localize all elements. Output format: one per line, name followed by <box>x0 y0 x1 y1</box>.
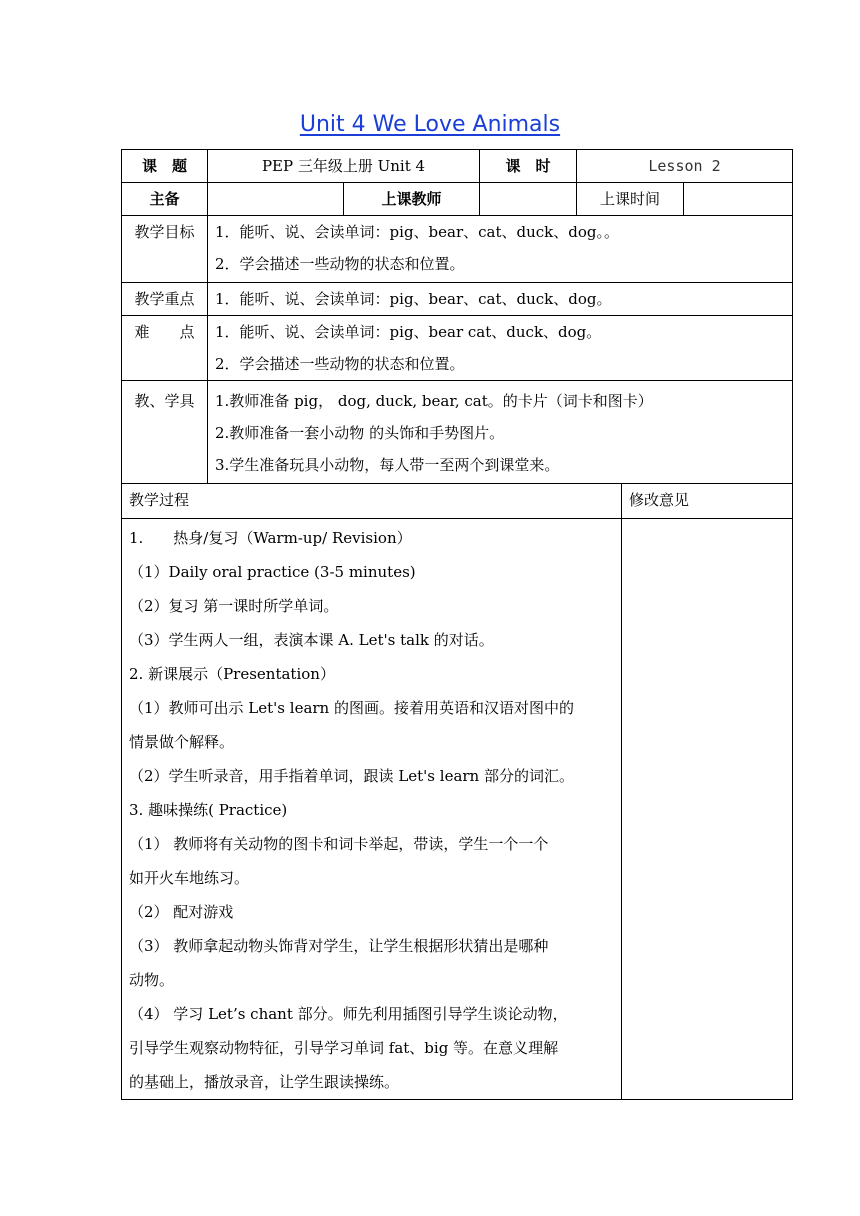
process-line: （1）教师可出示 Let's learn 的图画。接着用英语和汉语对图中的 <box>129 699 574 717</box>
lead-value[interactable] <box>208 183 344 216</box>
row-goals <box>122 216 793 283</box>
difficulty-line: 1．能听、说、会读单词：pig、bear cat、duck、dog。 <box>215 323 602 341</box>
goals-label: 教学目标 <box>122 216 208 283</box>
row-process <box>122 519 793 1100</box>
comments-label: 修改意见 <box>622 484 793 519</box>
lead-label: 主备 <box>122 183 208 216</box>
process-line: （2）学生听录音，用手指着单词，跟读 Let's learn 部分的词汇。 <box>129 767 574 785</box>
focus-label: 教学重点 <box>122 283 208 316</box>
period-value: Lesson 2 <box>577 150 793 183</box>
process-line: 如开火车地练习。 <box>129 869 250 887</box>
process-line: 的基础上，播放录音，让学生跟读操练。 <box>129 1073 400 1091</box>
process-line: 3. 趣味操练( Practice) <box>129 801 288 819</box>
difficulty-line: 2．学会描述一些动物的状态和位置。 <box>215 355 465 373</box>
comments-content[interactable] <box>622 519 793 1100</box>
goals-line: 1．能听、说、会读单词：pig、bear、cat、duck、dog。。 <box>215 223 619 241</box>
teacher-value[interactable] <box>480 183 577 216</box>
row-process-header <box>122 484 793 519</box>
process-line: 引导学生观察动物特征，引导学习单词 fat、big 等。在意义理解 <box>129 1039 559 1057</box>
goals-content <box>208 216 793 283</box>
time-value[interactable] <box>684 183 793 216</box>
difficulty-label: 难 点 <box>122 316 208 381</box>
process-line: 情景做个解释。 <box>129 733 235 751</box>
process-line: （1）Daily oral practice (3-5 minutes) <box>129 563 416 581</box>
row-focus <box>122 283 793 316</box>
topic-label: 课 题 <box>122 150 208 183</box>
process-label: 教学过程 <box>122 484 622 519</box>
teacher-label: 上课教师 <box>344 183 480 216</box>
goals-line: 2．学会描述一些动物的状态和位置。 <box>215 255 465 273</box>
process-line: （1） 教师将有关动物的图卡和词卡举起，带读，学生一个一个 <box>129 835 549 853</box>
aids-line: 2.教师准备一套小动物 的头饰和手势图片。 <box>215 424 505 442</box>
page-title: Unit 4 We Love Animals <box>299 112 561 137</box>
process-line: （4） 学习 Let’s chant 部分。师先利用插图引导学生谈论动物， <box>129 1005 568 1023</box>
row-aids <box>122 381 793 484</box>
row-topic <box>122 150 793 183</box>
aids-content <box>208 381 793 484</box>
process-line: （2）复习 第一课时所学单词。 <box>129 597 339 615</box>
row-difficulty <box>122 316 793 381</box>
process-line: （3） 教师拿起动物头饰背对学生，让学生根据形状猜出是哪种 <box>129 937 549 955</box>
lesson-plan-table <box>121 149 793 1100</box>
process-line: （2） 配对游戏 <box>129 903 234 921</box>
process-line: 2. 新课展示（Presentation） <box>129 665 335 683</box>
process-line: 1. 热身/复习（Warm-up/ Revision） <box>129 529 412 547</box>
aids-label: 教、学具 <box>122 381 208 484</box>
focus-content <box>208 283 793 316</box>
process-content <box>122 519 622 1100</box>
focus-line: 1．能听、说、会读单词：pig、bear、cat、duck、dog。 <box>215 290 612 308</box>
period-label: 课 时 <box>480 150 577 183</box>
row-staff <box>122 183 793 216</box>
time-label: 上课时间 <box>577 183 684 216</box>
process-line: 动物。 <box>129 971 175 989</box>
aids-line: 1.教师准备 pig， dog, duck, bear, cat。的卡片（词卡和图卡） <box>215 392 653 410</box>
process-line: （3）学生两人一组，表演本课 A. Let's talk 的对话。 <box>129 631 494 649</box>
topic-value: PEP 三年级上册 Unit 4 <box>208 150 480 183</box>
aids-line: 3.学生准备玩具小动物，每人带一至两个到课堂来。 <box>215 456 560 474</box>
difficulty-content <box>208 316 793 381</box>
